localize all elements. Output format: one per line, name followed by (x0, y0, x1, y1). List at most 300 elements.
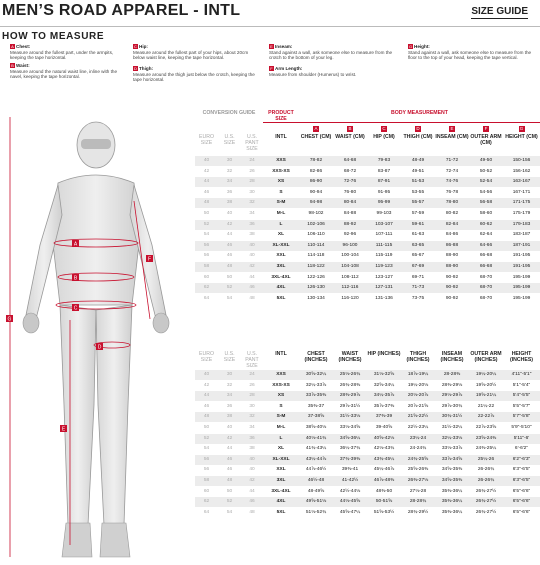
cell-in-7: 26⅜-27⅛ (407, 478, 429, 483)
cell-cm-10: 175-179 (512, 211, 531, 216)
cell-cm-2: 26 (249, 168, 255, 174)
cell-cm-8: 76-78 (445, 189, 459, 195)
cell-in-2: 48 (249, 509, 255, 515)
cell-cm-6: 103-107 (375, 221, 393, 227)
cell-cm-8: 71-72 (445, 158, 459, 163)
cell-in-10: 5'11"-6' (513, 435, 530, 441)
cell-cm-5: 84-88 (343, 211, 357, 216)
cell-in-3: XXL (276, 467, 286, 473)
measure-header-in-0: CHEST (INCHES) (304, 351, 328, 363)
col-badge-f: F (484, 126, 488, 131)
instruction-arm-length: F Arm Length: Measure from shoulder (Humerus) to wrist. (269, 66, 357, 77)
table-row (195, 251, 540, 261)
cell-cm-6: 127-131 (375, 285, 393, 291)
marker-a-label: A (73, 241, 78, 248)
cell-in-6: 43¾-45¼ (373, 456, 395, 462)
cell-cm-6: 95-99 (377, 200, 391, 206)
cell-cm-4: 94-98 (309, 200, 323, 206)
table-row (195, 508, 540, 518)
cell-in-8: 35⅜-36¼ (441, 509, 463, 515)
cell-cm-1: 50 (226, 274, 233, 280)
table-row (195, 241, 540, 251)
cell-cm-8: 88-90 (445, 264, 459, 269)
table-row (195, 370, 540, 380)
cell-cm-7: 59-61 (411, 221, 425, 227)
cell-in-0: 42 (203, 382, 210, 388)
cell-in-3: S-M (276, 414, 286, 420)
cell-cm-7: 57-59 (411, 211, 425, 216)
cell-in-7: 19¼-20⅛ (407, 382, 429, 388)
marker-f-label: F (147, 256, 152, 263)
cell-in-2: 38 (249, 446, 255, 452)
cell-cm-7: 55-57 (411, 200, 425, 206)
cell-cm-6: 83-87 (377, 168, 391, 174)
table-row (195, 476, 540, 486)
cell-cm-7: 63-65 (411, 242, 425, 248)
badge-b: B (11, 63, 14, 68)
badge-f: F (270, 66, 273, 71)
cell-cm-7: 49-51 (411, 168, 425, 174)
cell-cm-0: 54 (203, 232, 210, 238)
cell-cm-5: 108-112 (341, 274, 359, 280)
cell-cm-10: 183-187 (512, 232, 531, 238)
cell-in-0: 54 (203, 446, 210, 452)
cell-in-8: 28⅜-29⅛ (441, 382, 463, 388)
table-row (195, 188, 540, 198)
cell-cm-5: 104-108 (341, 264, 359, 269)
cell-in-6: 37⅜-39 (375, 414, 393, 420)
cell-in-9: 22-22⅞ (477, 414, 495, 420)
cell-cm-4: 86-90 (309, 179, 323, 185)
cell-cm-8: 72-74 (445, 168, 459, 174)
cell-cm-1: 44 (226, 232, 233, 238)
cell-cm-3: XL (277, 232, 285, 238)
instruction-inseam: E Inseam: Stand against a wall, ask someone else to measure from the crotch to the bottom of your leg. (269, 44, 393, 61)
cell-cm-0: 64 (203, 295, 210, 301)
cell-cm-10: 195-199 (512, 295, 531, 301)
cell-cm-9: 52-54 (479, 179, 493, 185)
cell-cm-5: 72-76 (343, 179, 357, 185)
cell-in-0: 48 (203, 414, 210, 420)
table-row (195, 434, 540, 444)
cell-in-1: 32 (226, 382, 233, 388)
cell-cm-10: 191-195 (512, 264, 531, 269)
cell-cm-3: 5XL (276, 295, 286, 301)
cell-in-6: 32⅝-34¼ (373, 382, 395, 388)
cell-in-8: 34⅝-35⅜ (441, 478, 463, 483)
cell-in-7: 25⅝-26⅜ (407, 467, 429, 473)
col-badge-e: E (450, 126, 454, 131)
cell-in-6: 45¼-46⅞ (373, 467, 395, 473)
cell-cm-5: 96-100 (342, 242, 358, 248)
cell-cm-3: L (279, 221, 283, 227)
cell-in-4: 49⅝-51⅛ (305, 499, 327, 505)
cell-cm-1: 48 (226, 264, 233, 269)
cell-cm-10: 195-199 (512, 285, 531, 291)
cell-in-3: XS (277, 393, 285, 399)
cell-cm-1: 40 (226, 211, 233, 216)
cell-cm-10: 167-171 (512, 189, 531, 195)
cell-in-10: 6'3"-6'5" (512, 478, 531, 483)
cell-in-8: 35⅜-36¼ (441, 488, 463, 494)
cell-cm-7: 51-53 (411, 179, 425, 185)
size-guide-link[interactable]: SIZE GUIDE (471, 6, 528, 17)
cell-in-6: 40⅝-42⅛ (373, 435, 395, 441)
cell-in-6: 31⅛-32⅝ (373, 372, 395, 377)
cell-cm-5: 64-68 (343, 158, 357, 163)
cell-cm-8: 88-90 (445, 253, 459, 259)
cell-cm-4: 130-134 (307, 295, 325, 301)
cell-cm-2: 28 (249, 179, 255, 185)
cell-in-9: 26¾-27½ (475, 509, 497, 515)
cell-in-0: 40 (203, 372, 210, 377)
cell-cm-1: 36 (226, 189, 233, 195)
cell-cm-0: 52 (203, 221, 210, 227)
cell-in-4: 46½-48 (307, 478, 325, 483)
cell-cm-7: 73-75 (411, 295, 425, 301)
cell-in-7: 23¼-24 (409, 435, 427, 441)
cell-cm-7: 65-67 (411, 253, 425, 259)
col-badge-c: C (382, 126, 386, 131)
instruction-thigh: D Thigh: Measure around the thigh just below the crotch, keeping the tape horizontal. (133, 66, 255, 83)
cell-cm-2: 34 (249, 211, 255, 216)
cell-in-5: 25⅛-26¾ (339, 372, 361, 377)
cell-in-2: 40 (249, 467, 255, 473)
table-row (195, 444, 540, 454)
cell-cm-8: 78-80 (445, 200, 459, 206)
cell-cm-4: 98-102 (308, 211, 324, 216)
rider-figure (0, 105, 195, 565)
cell-cm-9: 49-50 (479, 158, 493, 163)
cell-cm-0: 58 (203, 264, 210, 269)
col-badge-b: B (348, 126, 352, 131)
cell-in-10: 6'5"-6'6" (512, 499, 531, 505)
cell-cm-7: 53-55 (411, 189, 425, 195)
cell-cm-0: 42 (203, 168, 210, 174)
cell-cm-4: 114-118 (307, 253, 325, 259)
cell-in-2: 30 (249, 403, 255, 409)
instruction-chest: A Chest: Measure around the fullest part, under the armpits, keeping the tape horizontal. (10, 44, 114, 61)
cell-cm-2: 24 (249, 158, 255, 163)
cell-in-1: 36 (226, 403, 233, 409)
badge-g: G (408, 44, 413, 49)
cell-cm-3: XXS (276, 158, 286, 163)
cell-in-8: 31½-32¼ (441, 425, 463, 430)
cell-in-4: 40⅛-41¾ (305, 435, 327, 441)
cell-in-4: 30⅝-32¼ (305, 372, 327, 377)
cell-in-6: 50-51⅝ (375, 499, 393, 505)
cell-cm-3: S-M (276, 200, 286, 206)
marker-c-label: C (73, 305, 78, 312)
cell-cm-3: M-L (276, 211, 286, 216)
cell-in-10: 4'11"-5'1" (511, 372, 532, 377)
cell-in-1: 30 (226, 372, 233, 377)
cell-cm-0: 48 (203, 200, 210, 206)
cell-in-2: 42 (249, 478, 255, 483)
cell-cm-7: 61-63 (411, 232, 425, 238)
conv-header-cm-0: EURO SIZE (199, 134, 214, 146)
cell-in-8: 29⅞-30¾ (441, 403, 463, 409)
cell-cm-6: 107-111 (375, 232, 393, 238)
cell-cm-3: 4XL (276, 285, 286, 291)
cell-in-0: 52 (203, 435, 210, 441)
cell-cm-8: 90-92 (445, 285, 459, 291)
cell-in-1: 50 (226, 488, 233, 494)
cell-in-1: 42 (226, 435, 233, 441)
cell-cm-2: 38 (249, 232, 255, 238)
measure-header-in-3: THIGH (INCHES) (406, 351, 430, 363)
cell-in-9: 24⅜-25¼ (475, 446, 497, 452)
page-header (0, 0, 540, 28)
conversion-guide-label: CONVERSION GUIDE (202, 110, 256, 116)
cell-in-5: 36¼-37¾ (339, 446, 361, 452)
cell-in-1: 46 (226, 456, 233, 462)
cell-in-0: 58 (203, 478, 210, 483)
cell-cm-3: XL-XXL (272, 242, 290, 248)
cell-cm-4: 102-106 (307, 221, 325, 227)
cell-cm-1: 54 (226, 295, 233, 301)
cell-in-8: 30¾-31½ (441, 414, 463, 420)
cell-in-2: 24 (249, 372, 255, 377)
body-measurement-underline (299, 122, 540, 123)
cell-in-5: 33⅛-34⅝ (339, 425, 361, 430)
cell-in-2: 40 (249, 456, 255, 462)
cell-in-7: 24-24¾ (409, 446, 427, 452)
cell-cm-8: 90-92 (445, 295, 459, 301)
table-row (195, 391, 540, 401)
cell-cm-5: 76-80 (343, 189, 357, 195)
cell-cm-10: 171-175 (512, 200, 531, 206)
cell-in-5: 45⅝-47¼ (339, 509, 361, 515)
cell-in-4: 37-38⅝ (307, 414, 325, 420)
cell-cm-2: 42 (249, 264, 255, 269)
cell-cm-5: 80-84 (343, 200, 357, 206)
cell-cm-3: XXL (276, 253, 286, 259)
cell-in-4: 35⅜-37 (307, 403, 325, 409)
cell-in-10: 6'5"-6'6" (512, 488, 531, 494)
badge-e: E (270, 44, 273, 49)
cell-cm-1: 34 (226, 179, 233, 185)
cell-in-4: 38⅝-40⅛ (305, 425, 327, 430)
body-measurement-label: BODY MEASUREMENT (391, 110, 448, 116)
cell-cm-8: 84-86 (445, 232, 459, 238)
cell-in-5: 42½-44⅛ (339, 488, 361, 494)
cell-cm-1: 38 (226, 200, 233, 206)
cell-in-1: 44 (226, 446, 233, 452)
cell-in-4: 51⅛-52¾ (305, 509, 327, 515)
conv-header-cm-1: U.S. SIZE (223, 134, 236, 146)
cell-in-5: 39⅜-41 (341, 467, 359, 473)
cell-in-3: 3XL-4XL (271, 488, 291, 494)
measure-header-cm-0: CHEST (CM) (300, 134, 332, 140)
cell-in-6: 48⅜-50 (375, 488, 393, 494)
cell-cm-9: 60-62 (479, 221, 493, 227)
cell-cm-8: 80-82 (445, 211, 459, 216)
table-row (195, 177, 540, 187)
cell-cm-10: 163-167 (512, 179, 531, 185)
cell-cm-5: 112-116 (341, 285, 359, 291)
cell-in-3: 5XL (276, 509, 286, 515)
cell-cm-4: 82-86 (309, 168, 323, 174)
cell-in-5: 44⅛-45⅝ (339, 499, 361, 505)
table-row (195, 220, 540, 230)
header-divider (0, 26, 540, 27)
cell-cm-6: 79-83 (377, 158, 391, 163)
col-badge-g: G (519, 126, 524, 131)
cell-cm-4: 78-82 (309, 158, 323, 163)
measure-header-in-1: WAIST (INCHES) (338, 351, 362, 363)
cell-in-5: 28⅜-29⅞ (339, 393, 361, 399)
cell-in-1: 38 (226, 414, 233, 420)
cell-cm-9: 68-70 (479, 274, 493, 280)
measure-header-cm-4: INSEAM (CM) (435, 134, 469, 140)
cell-in-4: 43¼-44⅞ (305, 456, 327, 462)
measure-header-cm-6: HEIGHT (CM) (505, 134, 538, 140)
cell-cm-10: 187-191 (512, 242, 531, 248)
cell-cm-2: 44 (249, 274, 255, 280)
cell-cm-10: 191-195 (512, 253, 531, 259)
cell-in-3: XL (277, 446, 285, 452)
cell-cm-6: 111-115 (375, 242, 393, 248)
cell-cm-3: XXS-XS (272, 168, 290, 174)
cell-cm-0: 60 (203, 274, 210, 280)
table-row (195, 455, 540, 465)
cell-in-9: 26-26¾ (477, 478, 495, 483)
cell-in-2: 28 (249, 393, 255, 399)
cell-cm-5: 116-120 (341, 295, 359, 301)
cell-cm-7: 71-73 (411, 285, 425, 291)
cell-in-1: 54 (226, 509, 233, 515)
cell-cm-10: 195-199 (512, 274, 531, 280)
cell-in-4: 48-49⅝ (307, 488, 325, 494)
cell-cm-9: 68-70 (479, 285, 493, 291)
cell-cm-1: 46 (226, 242, 233, 248)
cell-cm-0: 50 (203, 211, 210, 216)
cell-in-5: 41-42½ (341, 478, 359, 483)
cell-cm-9: 66-68 (479, 264, 493, 269)
cell-in-7: 28¾-29½ (407, 509, 429, 515)
cell-cm-9: 62-64 (479, 232, 493, 238)
marker-e-label: E (61, 426, 66, 433)
cell-cm-4: 118-122 (307, 264, 325, 269)
cell-cm-2: 40 (249, 242, 255, 248)
cell-in-0: 44 (203, 393, 210, 399)
cell-in-10: 6'3"-6'5" (512, 467, 531, 473)
how-to-measure-heading: HOW TO MEASURE (2, 31, 105, 42)
cell-in-9: 19⅝-20½ (475, 382, 497, 388)
instruction-hip: C Hip: Measure around the fullest part of your hips, about 20cm below waist line, keeping the tape horizontal. (133, 44, 249, 61)
cell-in-8: 33⅛-33⅞ (441, 446, 463, 452)
cell-in-3: 3XL (276, 478, 286, 483)
cell-cm-10: 179-183 (512, 221, 531, 227)
cell-cm-2: 30 (249, 189, 255, 195)
cell-cm-0: 40 (203, 158, 210, 163)
cell-cm-6: 115-119 (375, 253, 393, 259)
cell-cm-5: 100-104 (341, 253, 359, 259)
table-row (195, 487, 540, 497)
table-row (195, 198, 540, 208)
conv-header-in-2: U.S. PANT SIZE (245, 351, 259, 369)
table-row (195, 497, 540, 507)
cell-cm-1: 30 (226, 158, 233, 163)
cell-cm-4: 90-94 (309, 189, 323, 195)
cell-in-5: 37¾-39⅜ (339, 456, 361, 462)
product-size-underline (263, 122, 299, 123)
cell-in-8: 34⅝-35⅜ (441, 467, 463, 473)
cell-cm-3: S (279, 189, 283, 195)
cell-cm-0: 56 (203, 242, 210, 248)
cell-cm-9: 66-68 (479, 253, 493, 259)
cell-in-10: 5'1"-5'4" (512, 382, 531, 388)
cell-in-8: 33⅞-34⅝ (441, 456, 463, 462)
cell-in-2: 26 (249, 382, 255, 388)
cell-cm-8: 82-84 (445, 221, 459, 227)
cell-cm-6: 119-123 (375, 264, 393, 269)
cell-in-8: 28-28⅜ (443, 372, 461, 377)
cell-in-9: 19¼-20¼ (475, 372, 497, 377)
cell-in-7: 18⅞-19¼ (407, 372, 429, 377)
cell-in-10: 5'7"-5'8" (512, 414, 531, 420)
cell-in-6: 35⅞-37⅜ (373, 403, 395, 409)
cell-in-1: 34 (226, 393, 233, 399)
cell-cm-3: 3XL-4XL (271, 274, 291, 280)
cell-in-7: 22½-23¼ (407, 425, 429, 430)
cell-in-9: 21¼-22 (477, 403, 495, 409)
cell-in-9: 25¼-26 (477, 456, 495, 462)
cell-in-1: 46 (226, 467, 233, 473)
table-row (195, 273, 540, 283)
cell-cm-8: 90-92 (445, 274, 459, 280)
cell-cm-2: 36 (249, 221, 255, 227)
col-badge-a: A (314, 126, 318, 131)
table-row (195, 423, 540, 433)
cell-in-5: 29⅞-31½ (339, 403, 361, 409)
cell-cm-7: 48-49 (411, 158, 425, 163)
cell-in-9: 22⅞-23⅝ (475, 425, 497, 430)
conv-header-cm-2: U.S. PANT SIZE (245, 134, 259, 152)
cell-in-7: 28-28¾ (409, 499, 427, 505)
cell-in-9: 26¾-27½ (475, 499, 497, 505)
cell-in-7: 21⅝-22½ (407, 414, 429, 420)
table-row (195, 294, 540, 304)
cell-cm-6: 123-127 (375, 274, 393, 280)
cell-cm-10: 150-156 (512, 158, 531, 163)
cell-cm-9: 58-60 (479, 211, 493, 216)
cell-in-7: 27⅛-28 (409, 488, 427, 494)
cell-cm-1: 52 (226, 285, 233, 291)
cell-in-10: 6'5"-6'6" (512, 509, 531, 515)
cell-in-5: 34⅝-36¼ (339, 435, 361, 441)
table-row (195, 230, 540, 240)
table-row (195, 167, 540, 177)
right-leg (96, 305, 132, 525)
cell-in-0: 56 (203, 456, 210, 462)
cell-in-0: 64 (203, 509, 210, 515)
table-row (195, 381, 540, 391)
cell-in-0: 56 (203, 467, 210, 473)
cell-cm-9: 50-52 (479, 168, 493, 174)
cell-in-0: 62 (203, 499, 210, 505)
cell-cm-5: 88-92 (343, 221, 357, 227)
cell-in-6: 42⅛-43¾ (373, 446, 395, 452)
cell-cm-6: 87-91 (377, 179, 391, 185)
cell-cm-9: 54-56 (479, 189, 493, 195)
measure-header-in-2: HIP (INCHES) (367, 351, 401, 357)
cell-in-5: 31½-33⅛ (339, 414, 361, 420)
right-boot (100, 523, 130, 557)
cell-in-7: 20⅞-21⅝ (407, 403, 429, 409)
cell-cm-5: 68-72 (343, 168, 357, 174)
